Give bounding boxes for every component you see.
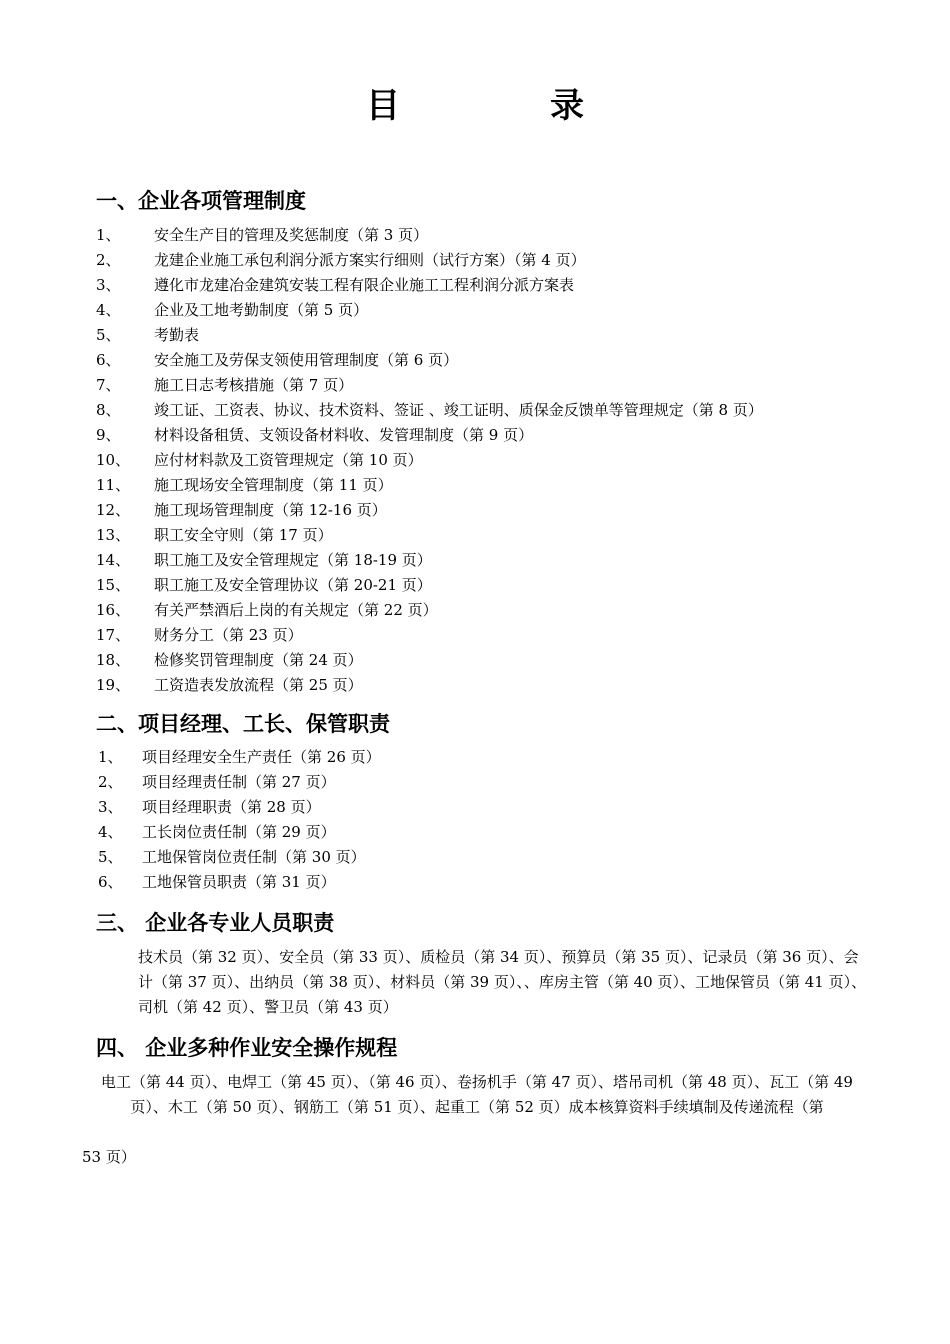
list-item[interactable] (96, 223, 763, 248)
item-text: 应付材料款及工资管理规定（第 10 页） (154, 451, 423, 469)
item-number: 13、 (96, 526, 131, 544)
item-text: 龙建企业施工承包利润分派方案实行细则（试行方案）（第 4 页） (154, 251, 586, 269)
section-list-managers (96, 745, 381, 895)
item-number: 3、 (96, 276, 121, 294)
list-item[interactable] (96, 770, 381, 795)
section-paragraph-safety: 电工（第 44 页）、电焊工（第 45 页）、（第 46 页）、卷扬机手（第 47 页）、塔吊司机（第 48 页）、瓦工（第 49 页）、木工（第 50 页）、钢筋工（第 51 页）、起重工（第 52 页）成本核算资料手续填制及传递流程（第 (101, 1073, 853, 1116)
list-item[interactable] (96, 795, 381, 820)
item-number: 19、 (96, 676, 131, 694)
list-item[interactable] (96, 298, 763, 323)
item-number: 7、 (96, 376, 121, 394)
list-item[interactable] (96, 573, 763, 598)
item-number: 5、 (96, 326, 121, 344)
list-item[interactable] (96, 870, 381, 895)
item-number: 9、 (96, 426, 121, 444)
item-number: 6、 (96, 351, 121, 369)
list-item[interactable] (96, 548, 763, 573)
item-text: 工地保管岗位责任制（第 30 页） (142, 848, 366, 866)
item-text: 考勤表 (154, 326, 200, 344)
item-number: 2、 (98, 773, 123, 791)
list-item[interactable] (96, 398, 763, 423)
item-number: 17、 (96, 626, 131, 644)
list-item[interactable] (96, 423, 763, 448)
list-item[interactable] (96, 673, 763, 698)
list-item[interactable] (96, 598, 763, 623)
item-text: 施工现场安全管理制度（第 11 页） (154, 476, 393, 494)
item-number: 3、 (98, 798, 123, 816)
item-number: 4、 (96, 301, 121, 319)
list-item[interactable] (96, 323, 763, 348)
section-heading-safety: 四、 企业多种作业安全操作规程 (96, 1036, 398, 1060)
list-item[interactable] (96, 745, 381, 770)
item-number: 14、 (96, 551, 131, 569)
item-text: 项目经理安全生产责任（第 26 页） (142, 748, 381, 766)
page-title: 目 录 (366, 86, 642, 126)
list-item[interactable] (96, 498, 763, 523)
item-text: 材料设备租赁、支领设备材料收、发管理制度（第 9 页） (154, 426, 534, 444)
list-item[interactable] (96, 373, 763, 398)
item-number: 11、 (96, 476, 131, 494)
item-text: 工资造表发放流程（第 25 页） (154, 676, 363, 694)
item-number: 5、 (98, 848, 123, 866)
item-text: 职工安全守则（第 17 页） (154, 526, 333, 544)
item-text: 施工日志考核措施（第 7 页） (154, 376, 354, 394)
item-text: 安全施工及劳保支领使用管理制度（第 6 页） (154, 351, 459, 369)
item-text: 施工现场管理制度（第 12-16 页） (154, 501, 387, 519)
item-text: 职工施工及安全管理规定（第 18-19 页） (154, 551, 432, 569)
item-text: 项目经理职责（第 28 页） (142, 798, 321, 816)
item-text: 安全生产目的管理及奖惩制度（第 3 页） (154, 226, 429, 244)
item-text: 有关严禁酒后上岗的有关规定（第 22 页） (154, 601, 438, 619)
item-number: 1、 (96, 226, 121, 244)
item-number: 1、 (98, 748, 123, 766)
item-text: 工长岗位责任制（第 29 页） (142, 823, 336, 841)
item-number: 12、 (96, 501, 131, 519)
item-text: 财务分工（第 23 页） (154, 626, 303, 644)
item-text: 项目经理责任制（第 27 页） (142, 773, 336, 791)
section-heading-managers: 二、项目经理、工长、保管职责 (96, 712, 390, 736)
item-text: 职工施工及安全管理协议（第 20-21 页） (154, 576, 432, 594)
list-item[interactable] (96, 820, 381, 845)
list-item[interactable] (96, 273, 763, 298)
list-item[interactable] (96, 248, 763, 273)
item-text: 企业及工地考勤制度（第 5 页） (154, 301, 369, 319)
list-item[interactable] (96, 473, 763, 498)
list-item[interactable] (96, 448, 763, 473)
section-heading-management: 一、企业各项管理制度 (96, 189, 306, 213)
item-text: 检修奖罚管理制度（第 24 页） (154, 651, 363, 669)
section-paragraph-staff: 技术员（第 32 页）、安全员（第 33 页）、质检员（第 34 页）、预算员（第 35 页）、记录员（第 36 页）、会计（第 37 页）、出纳员（第 38 页）、材料员（第 39 页）、、库房主管（第 40 页）、工地保管员（第 41 页）、司机（第 42 页）、警卫员（第 43 页） (138, 948, 867, 1016)
item-number: 16、 (96, 601, 131, 619)
list-item[interactable] (96, 523, 763, 548)
item-number: 6、 (98, 873, 123, 891)
item-text: 遵化市龙建冶金建筑安装工程有限企业施工工程利润分派方案表 (154, 276, 575, 294)
item-text: 工地保管员职责（第 31 页） (142, 873, 336, 891)
list-item[interactable] (96, 348, 763, 373)
list-item[interactable] (96, 845, 381, 870)
item-number: 4、 (98, 823, 123, 841)
item-number: 2、 (96, 251, 121, 269)
section-list-management (96, 223, 763, 698)
section-heading-staff: 三、 企业各专业人员职责 (96, 911, 335, 935)
section-paragraph-safety-tail: 53 页） (82, 1148, 136, 1166)
item-number: 18、 (96, 651, 131, 669)
item-number: 10、 (96, 451, 131, 469)
item-text: 竣工证、工资表、协议、技术资料、签证 、竣工证明、质保金反馈单等管理规定（第 8 页） (154, 401, 763, 419)
item-number: 8、 (96, 401, 121, 419)
list-item[interactable] (96, 623, 763, 648)
list-item[interactable] (96, 648, 763, 673)
item-number: 15、 (96, 576, 131, 594)
